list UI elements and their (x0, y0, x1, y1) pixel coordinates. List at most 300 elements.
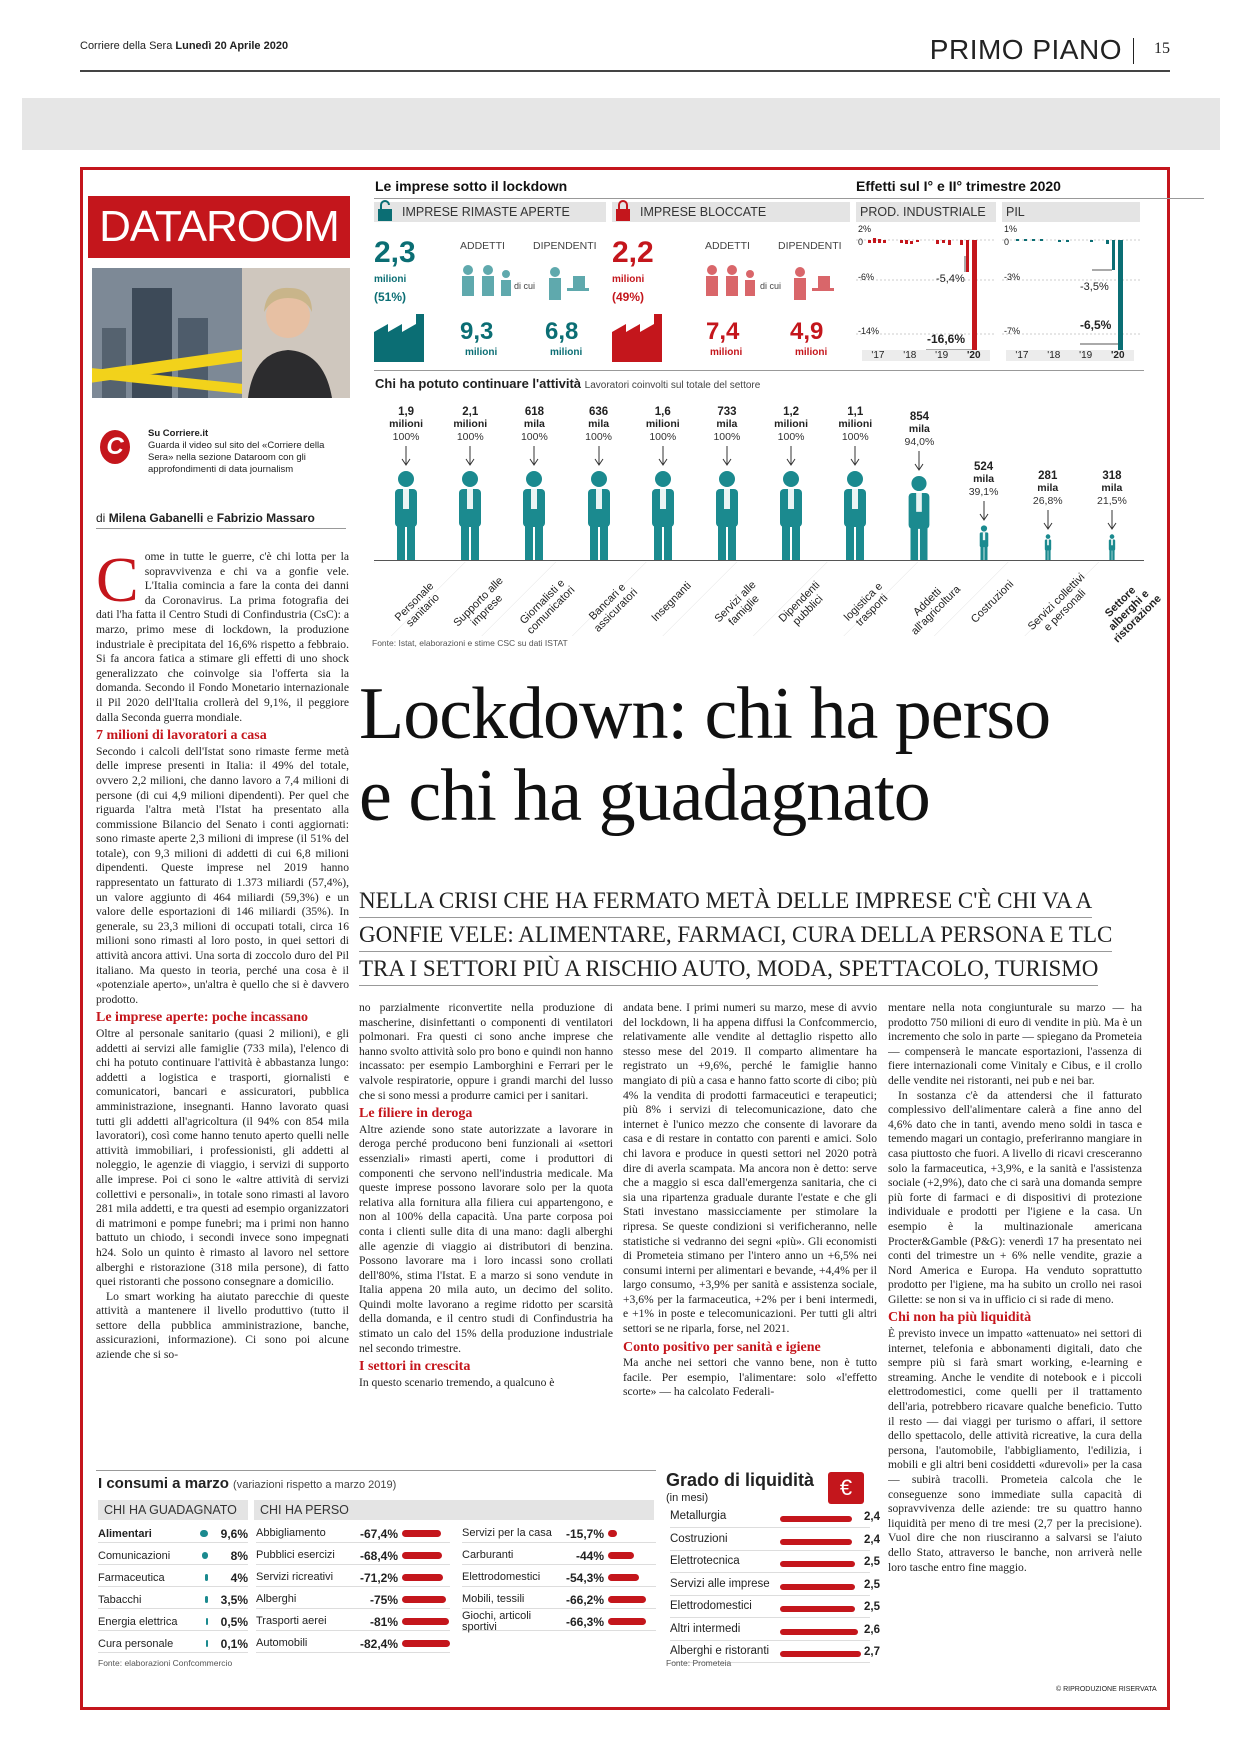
worker-value-2 (504, 406, 564, 444)
pil-tick-3: -3% (1004, 272, 1021, 282)
loss-row (462, 1569, 656, 1587)
subhead-line-2: GONFIE VELE: ALIMENTARE, FARMACI, CURA DELLA PERSONA E TLC (359, 922, 1112, 952)
worker-value-10 (1018, 470, 1078, 508)
loss-label: Trasporti aerei (256, 1615, 327, 1627)
worker-pct: 100% (649, 431, 677, 443)
subheading-1: 7 milioni di lavoratori a casa (96, 728, 267, 744)
worker-count: 854 (909, 411, 929, 423)
sector-label-8: Addetti all'agricoltura (909, 583, 964, 638)
worker-unit: mila (1037, 482, 1059, 494)
pil-year-17: '17 (1015, 350, 1029, 361)
issue-date: Lunedì 20 Aprile 2020 (175, 40, 289, 52)
liquidita-bar (780, 1539, 852, 1545)
open-dicui: di cui (514, 281, 536, 291)
worker-figure-icon (1097, 534, 1127, 560)
arrow-icon (979, 501, 989, 521)
worker-figure-icon (969, 525, 999, 560)
workers-chart-header (375, 376, 760, 391)
pil-annotation-1: -3,5% (1080, 281, 1109, 293)
loss-label: Alberghi (256, 1593, 297, 1605)
worker-pct: 21,5% (1097, 495, 1127, 507)
open-dipendenti-label: DIPENDENTI (533, 240, 597, 252)
pil-tick-2: 0 (1004, 237, 1010, 247)
liquidita-label: Metallurgia (670, 1510, 727, 1522)
liquidita-label: Elettrodomestici (670, 1600, 752, 1612)
worker-pct: 100% (841, 431, 869, 443)
pil-chart (1002, 226, 1142, 366)
paragraph-6: Altre aziende sono state autorizzate a lavorare in deroga perché producono beni funzionali ai «settori essenziali» rimasti aperti, come i produttori di componenti che servono nell'industria medicale. Ma queste imprese possono lavorare solo per la quota relativa alla fornitura alla filiera cui appartengono, e non al 100% della capacità. Una parte corposa poi conta i clienti sulle dita di una mano: dagli alberghi alle agenzie di viaggio ai distributori di benzina. Possono lavorare ma i loro incassi sono crollati dell'80%, stima l'Istat. E a marzo si sono vendute in Italia appena 20 mila auto, un decimo del solito. Quindi molte lavorano a regime ridotto per scarsità della domanda, e il centro studi di Confindustria ha stimato un calo del 15% della produzione industriale nel secondo trimestre. (359, 1122, 613, 1355)
open-value: 2,3 (374, 236, 416, 269)
arrow-icon (914, 451, 924, 471)
loss-bar (402, 1574, 443, 1581)
pil-year-19: '19 (1079, 350, 1093, 361)
arrow-icon (850, 446, 860, 466)
worker-figure-icon (776, 470, 806, 560)
worker-pct: 100% (777, 431, 805, 443)
liquidita-title: Grado di liquidità (666, 1470, 814, 1490)
worker-count: 2,1 (462, 406, 479, 418)
blocked-band (612, 202, 850, 222)
euro-icon: € (828, 1472, 864, 1504)
masthead (80, 34, 1170, 72)
worker-value-3 (569, 406, 629, 444)
author-2: Fabrizio Massaro (216, 511, 315, 525)
loss-value: -66,2% (565, 1592, 604, 1607)
article-column-2 (359, 1001, 613, 1463)
workers-chart-subtitle: Lavoratori coinvolti sul totale del settore (584, 380, 761, 391)
liquidita-bar (780, 1629, 858, 1635)
loss-bar (608, 1596, 646, 1603)
loss-value: -81% (369, 1614, 398, 1629)
worker-unit: milioni (453, 418, 488, 430)
city-photo-illustration (92, 268, 242, 398)
loss-row (256, 1613, 450, 1631)
blocked-dip-value: 4,9 (790, 318, 824, 345)
worker-count: 636 (588, 406, 609, 418)
loss-head: CHI HA PERSO (254, 1500, 654, 1520)
worker-unit: milioni (774, 418, 808, 430)
byline-prefix: di (96, 511, 106, 525)
factory-blocked-icon (612, 310, 672, 362)
prod-chart (856, 226, 996, 366)
article-column-4 (888, 1001, 1142, 1666)
paragraph-2: Secondo i calcoli dell'Istat sono rimaste ferme metà delle imprese presenti in Italia: il 49% del totale, ovvero 2,2 milioni, che danno lavoro a 7,4 milioni di persone (di cui 4,9 milioni dipendenti). Per quel che riguarda l'altra metà l'Istat ha presentato alla commissione Bilancio del Senato i conti aggiornati: sono rimaste aperte 2,3 milioni di imprese (il 51% del totale), con 9,3 milioni di addetti di cui 6,8 milioni dipendenti. Queste imprese nel 2019 hanno rappresentato un fatturato di 1.373 miliardi (57,4%), un valore aggiunto di 464 miliardi (59,3%) e un valore delle esportazioni di 146 miliardi (35%). In generale, su 23,3 milioni di occupati totali, circa 16 milioni sono rimasti al loro posto, in quei settori di attività ancora attivi. Una sorta di zoccolo duro del Pil italiano. Ma questo in teoria, perché una cosa è il «potenziale aperto», un'altra è quello che si è davvero prodotto. (96, 744, 349, 1006)
byline (96, 511, 346, 529)
worker-value-4 (633, 406, 693, 444)
prod-tick-3: -6% (858, 272, 875, 282)
liquidita-subtitle: (in mesi) (666, 1492, 709, 1504)
loss-value: -54,3% (565, 1570, 604, 1585)
liquidita-label: Altri intermedi (670, 1622, 741, 1635)
worker-count: 733 (717, 406, 737, 418)
worker-count: 524 (973, 461, 994, 473)
loss-label: Elettrodomestici (462, 1571, 541, 1583)
loss-label: Mobili, tessili (462, 1593, 525, 1605)
worker-pct: 39,1% (968, 486, 999, 498)
worker-count: 618 (524, 406, 544, 418)
gain-value: 8% (230, 1548, 248, 1563)
open-addetti-value: 9,3 (460, 318, 494, 345)
prod-year-18: '18 (903, 350, 917, 361)
consumi-title: I consumi a marzo (98, 1475, 229, 1492)
worker-pct: 94,0% (904, 436, 935, 448)
dataroom-logo: DATAROOM (88, 196, 350, 258)
sector-label-11: Settore alberghi e ristorazione (1102, 584, 1164, 646)
liquidita-bar (780, 1651, 861, 1657)
gain-row (98, 1547, 248, 1565)
pil-tick-4: -7% (1004, 326, 1021, 336)
blocked-unit: milioni (612, 274, 645, 285)
workers-blocked-icon (702, 264, 758, 310)
liquidita-value: 2,5 (864, 1556, 880, 1568)
paper-name: Corriere della Sera (80, 40, 173, 52)
subheading-5: Conto positivo per sanità e igiene (623, 1339, 821, 1355)
worker-value-0 (376, 406, 436, 444)
arrow-icon (1107, 510, 1117, 530)
loss-value: -15,7% (565, 1526, 604, 1541)
page-number: 15 (1154, 40, 1170, 57)
gain-head: CHI HA GUADAGNATO (98, 1500, 248, 1520)
worker-unit: milioni (645, 418, 680, 430)
loss-bar (608, 1618, 646, 1625)
sector-label-5: Servizi alle famiglie (712, 578, 762, 629)
corriere-promo-text: Guarda il video sul sito del «Corriere della Sera» nella sezione Dataroom con gli approfondimenti di data journalism (148, 440, 325, 475)
workers-open-icon (458, 264, 514, 310)
liquidita-value: 2,4 (864, 1533, 880, 1546)
open-dip-value: 6,8 (545, 318, 579, 345)
worker-unit: mila (588, 418, 610, 430)
loss-value: -75% (369, 1592, 398, 1607)
loss-bar (402, 1618, 449, 1625)
arrow-icon (722, 446, 732, 466)
prod-year-20: '20 (967, 350, 981, 361)
prod-chart-svg (856, 226, 996, 366)
corriere-icon[interactable]: C (100, 430, 130, 464)
loss-label: Automobili (256, 1637, 308, 1649)
liquidita-row (670, 1600, 880, 1618)
prod-years (862, 350, 990, 361)
open-band (374, 202, 606, 222)
liquidita-bar (780, 1606, 855, 1612)
paragraph-11: In sostanza c'è da attendersi che il fatturato complessivo dell'alimentare calerà a fine anno del 4,6% dato che in tanti, avendo meno soldi in tasca e temendo magari un contagio, preferiranno mangiare in casa piuttosto che fuori. A livello di ricavi cresceranno solo la farmaceutica, +3,9%, e la sanità e l'assistenza sociale (+2,9%), dato che ci sarà una domanda sempre più forte di farmaci e di dispositivi di protezione individuale e prodotti per l'igiene e la casa. Un esempio è la multinazionale americana Procter&Gamble (P&G): venerdì 17 ha presentato nei conti del trimestre un + 6% nelle vendite, grazie a Nord America e Europa. Ha venduto soprattutto prodotto per l'igiene, ma ha subito un crollo nei rasoi Gilette: se non si va in ufficio ci si rade di meno. (888, 1088, 1142, 1306)
arrow-icon (786, 446, 796, 466)
blocked-dicui: di cui (760, 281, 782, 291)
sector-label-3: Bancari e assicuratori (586, 581, 640, 635)
sector-label-10: Servizi collettivi e personali (1025, 571, 1089, 634)
prod-tick-2: 0 (858, 237, 864, 247)
paragraph-10: mentare nella nota congiunturale su marzo — ha prodotto 750 milioni di euro di vendite in più. Ma è un incremento che solo in parte — spiegano da Prometeia — compenserà le mancate esportazioni, l'assenza di fiere internazionali come Vinitaly e Cibus, e il crollo delle vendite nei ristoranti, nei pub e nei bar. (888, 1001, 1142, 1087)
liquidita-row (670, 1577, 880, 1596)
copyright: © RIPRODUZIONE RISERVATA (1056, 1686, 1157, 1693)
liquidita-value: 2,5 (864, 1578, 880, 1591)
loss-row (256, 1591, 450, 1609)
blocked-value: 2,2 (612, 236, 654, 269)
liquidita-value: 2,4 (864, 1511, 880, 1523)
section-name: PRIMO PIANO (929, 34, 1122, 65)
prod-tick-4: -14% (858, 326, 880, 336)
paragraph-3: Oltre al personale sanitario (quasi 2 milioni), e gli addetti ai servizi alle famiglie (733 mila), l'elenco di chi ha potuto continuare l'attività è abbastanza lungo: addetti a logistica e trasporti, giornalisti e comunicatori, bancari e assicuratori, pubblica amministrazione, insegnanti. Hanno lavorato quasi tutti gli addetti all'agricoltura (il 94% con 854 mila lavoratori), così come hanno tenuto aperto quelli nelle attività immobiliari, i professionisti, gli addetti al noleggio, le agenzie di viaggio, i servizi di supporto alle imprese. Poi ci sono le «altre attività di servizi collettivi e personali», in totale sono rimasti al lavoro 281 mila addetti, e tra questi ad esempio organizzatori di matrimoni e pompe funebri; ma i primi non hanno battuto un chiodo, i secondi invece sono impegnati h24. Solo un quinto è rimasto al lavoro nel settore alberghi e ristorazione (318 mila persone), di fatto quei ristoranti che possono consegnare a domicilio. (96, 1027, 349, 1289)
consumi-rule (96, 1470, 656, 1471)
prod-tick-1: 2% (858, 224, 872, 234)
city-photo (92, 268, 242, 398)
worker-pct: 100% (585, 431, 612, 443)
liquidita-source: Fonte: Prometeia (666, 1658, 732, 1668)
loss-value: -71,2% (359, 1570, 398, 1585)
subheading-3: Le filiere in deroga (359, 1106, 473, 1122)
worker-value-7 (825, 406, 885, 444)
sector-label-1: Supporto alle imprese (451, 574, 506, 630)
liquidita-label: Elettrotecnica (670, 1555, 740, 1567)
worker-unit: milioni (389, 418, 423, 430)
paragraph-7: In questo scenario tremendo, a qualcuno è (359, 1375, 555, 1389)
article-column-3 (623, 1001, 877, 1463)
loss-label: Carburanti (462, 1549, 514, 1561)
ad-banner (22, 98, 1220, 150)
loss-bar (402, 1596, 446, 1603)
prod-annotation-1: -5,4% (936, 273, 965, 285)
worker-unit: mila (908, 423, 930, 435)
headline-line-2: e chi ha guadagnato (359, 755, 930, 837)
open-addetti-label: ADDETTI (460, 240, 505, 252)
lock-closed-icon (614, 200, 632, 222)
infographic-rule (374, 198, 1204, 199)
loss-row (462, 1591, 656, 1609)
liquidita-bar (780, 1516, 852, 1522)
worker-pct: 100% (713, 431, 741, 443)
factory-open-icon (374, 310, 434, 362)
worker-unit: mila (523, 418, 545, 430)
gain-row (98, 1525, 248, 1543)
worker-figure-icon (519, 470, 549, 560)
loss-label: Servizi per la casa (462, 1527, 552, 1539)
paragraph-5: no parzialmente riconvertite nella produzione di mascherine, disinfettanti o componenti di ventilatori polmonari. Fra questi ci sono anche imprese che hanno svolto attività solo pro bono e quindi non hanno incassato: per esempio Lamborghini e Ferrari per le valvole respiratorie, oppure i grandi marchi del lusso che si sono messi a produrre camici per i sanitari. (359, 1001, 613, 1102)
subheading-2: Le imprese aperte: poche incassano (96, 1010, 309, 1026)
loss-bar (402, 1552, 442, 1559)
sector-label-4: Insegnanti (649, 579, 694, 625)
loss-row (256, 1525, 450, 1543)
worker-figure-icon (1033, 534, 1063, 560)
worker-value-8 (889, 411, 949, 449)
gain-value: 0,1% (220, 1636, 248, 1651)
gain-row (98, 1591, 248, 1609)
prod-annotation-2: -16,6% (927, 332, 966, 346)
subhead-line-3: TRA I SETTORI PIÙ A RISCHIO AUTO, MODA, SPETTACOLO, TURISMO (359, 956, 1098, 986)
worker-count: 1,1 (847, 406, 864, 418)
arrow-icon (465, 446, 475, 466)
worker-unit: mila (716, 418, 738, 430)
worker-value-1 (440, 406, 500, 444)
masthead-info (80, 40, 288, 52)
arrow-icon (401, 446, 411, 466)
prod-year-17: '17 (871, 350, 885, 361)
loss-row (462, 1609, 656, 1633)
arrow-icon (529, 446, 539, 466)
author-photo-illustration (240, 268, 350, 398)
blocked-dip-unit: milioni (795, 347, 828, 358)
worker-figure-icon (712, 470, 742, 560)
open-dip-unit: milioni (550, 347, 583, 358)
pil-year-20: '20 (1111, 350, 1125, 361)
article-column-1 (96, 550, 349, 1465)
employee-blocked-icon (790, 266, 836, 310)
worker-count: 281 (1038, 470, 1058, 482)
gain-dot (200, 1530, 208, 1537)
blocked-dipendenti-label: DIPENDENTI (778, 240, 842, 252)
worker-pct: 100% (392, 431, 420, 443)
loss-bar (608, 1552, 634, 1559)
worker-figure-icon (391, 470, 421, 560)
masthead-divider (1133, 38, 1134, 64)
headline-line-1: Lockdown: chi ha perso (359, 673, 1051, 755)
gain-label: Alimentari (98, 1527, 152, 1540)
liquidita-row (670, 1555, 880, 1573)
sector-label-2: Giornalisti e comunicatori (518, 577, 578, 637)
byline-and: e (206, 511, 214, 525)
liquidita-label: Servizi alle imprese (670, 1577, 770, 1590)
blocked-addetti-value: 7,4 (706, 318, 740, 345)
loss-value: -67,4% (359, 1526, 398, 1541)
liquidita-bar (780, 1584, 855, 1590)
gain-value: 3,5% (220, 1592, 248, 1607)
workers-source: Fonte: Istat, elaborazioni e stime CSC su dati ISTAT (372, 638, 568, 648)
gain-value: 0,5% (220, 1614, 248, 1629)
loss-label: Pubblici esercizi (256, 1549, 335, 1561)
worker-unit: mila (973, 473, 995, 485)
loss-bar (608, 1574, 639, 1581)
worker-unit: mila (1101, 482, 1123, 494)
liquidita-row (670, 1510, 880, 1528)
worker-value-6 (761, 406, 821, 444)
open-pct: (51%) (374, 290, 407, 304)
worker-count: 1,9 (398, 406, 415, 418)
gain-label: Farmaceutica (98, 1571, 165, 1584)
sector-label-9: Costruzioni (968, 578, 1016, 626)
headline (359, 673, 1050, 837)
lock-open-icon (376, 200, 394, 222)
loss-value: -82,4% (359, 1636, 398, 1651)
author-photo (240, 268, 350, 398)
pil-annotation-2: -6,5% (1080, 318, 1112, 332)
open-label: IMPRESE RIMASTE APERTE (402, 205, 570, 219)
worker-value-9 (954, 461, 1014, 499)
arrow-icon (658, 446, 668, 466)
consumi-header (98, 1475, 396, 1492)
prod-band: PROD. INDUSTRIALE (856, 202, 996, 222)
prod-year-19: '19 (935, 350, 949, 361)
loss-row (256, 1635, 450, 1653)
loss-value: -44% (575, 1548, 604, 1563)
arrow-icon (594, 446, 604, 466)
loss-label: Abbigliamento (256, 1527, 326, 1539)
liquidita-value: 2,5 (864, 1601, 880, 1613)
author-1: Milena Gabanelli (108, 511, 204, 525)
loss-value: -68,4% (359, 1548, 398, 1563)
paragraph-4: Lo smart working ha aiutato parecchie di queste attività a mantenere il livello produttivo (tutto il settore della pubblica amministrazione, banche, assicurazioni, informazione). Ci sono poi alcune aziende che si so- (96, 1289, 349, 1362)
gain-row (98, 1613, 248, 1631)
loss-bar (402, 1530, 441, 1537)
gain-label: Cura personale (98, 1637, 174, 1650)
arrow-icon (1043, 510, 1053, 530)
worker-unit: milioni (838, 418, 873, 430)
gain-label: Comunicazioni (98, 1549, 171, 1562)
loss-row (256, 1569, 450, 1587)
pil-chart-svg (1002, 226, 1142, 366)
pil-band: PIL (1002, 202, 1140, 222)
worker-figure-icon (840, 470, 870, 560)
section-rule (374, 370, 1144, 371)
worker-pct: 26,8% (1032, 495, 1063, 507)
gain-label: Energia elettrica (98, 1615, 178, 1628)
employee-open-icon (545, 266, 591, 310)
sector-label-6: Dipendenti pubblici (776, 579, 826, 628)
loss-bar (608, 1530, 617, 1537)
paragraph-12: È previsto invece un impatto «attenuato» nei settori di internet, telefonia e abbonamenti digitali, dato che sempre più si farà smart working, e-learning e streaming. Anche le vendite di notebook e i piccoli elettrodomestici, come quelli per il trattamento dell'aria, potrebbero ricavare qualche beneficio. Tutto il resto — dai viaggi per turismo o affari, il settore dello spettacolo, delle attività ricreative, la cura della persona, l'automobile, l'abbigliamento, l'edilizia, i mobili e gli altri beni cosiddetti «durevoli» per la casa — subirà tracolli. Prometeia calcola che le conseguenze sono immediate sulla capacità di sopravvivenza delle aziende: tre su quattro hanno liquidità per meno di tre mesi (2,7 per la precisione). Vuol dire che non riusciranno a salvarsi se l'aiuto dello Stato, attraverso le banche, non arriverà nelle loro tasche entro fine maggio. (888, 1327, 1142, 1574)
paragraph-8: andata bene. I primi numeri su marzo, mese di avvio del lockdown, li ha appena diffusi la Confcommercio, relativamente alle vendite al dettaglio rispetto allo stesso mese del 2019. Il comparto alimentare ha registrato un +9,6%, perché le famiglie hanno mangiato di più a casa e hanno fatto scorte di cibo; più 4% la vendita di prodotti farmaceutici e terapeutici; più 8% i servizi di telecomunicazione, dato che internet è l'unico mezzo che consente di lavorare da casa e di restare in contatto con parenti e amici. Solo chi lavora e produce in questi settori nel 2020 potrà dire di averla scampata. Ma ancora non è detto: serve che a maggio si esca dall'emergenza sanitaria, che ci sia una ripartenza graduale durante l'estate e che gli Stati investano massicciamente per stimolare la ripresa. Se queste condizioni si verificheranno, nelle statistiche si vedranno dei segni «più». Gli economisti di Prometeia stimano per l'intero anno un +6,5% nei consumi interni per alimentari e bevande, +4,4% per il largo consumo, +3,9% per sanità e assistenza sociale, +3,6% per la farmaceutica, +2% per i beni intermedi, e +1% in poste e telecomunicazioni. Per tutti gli altri settori se ne riparla, forse, nel 2021. (623, 1001, 877, 1336)
subheading-4: I settori in crescita (359, 1359, 471, 1375)
liquidita-label: Costruzioni (670, 1532, 728, 1545)
worker-figure-icon (648, 470, 678, 560)
gain-row (98, 1635, 248, 1653)
drop-cap: C (96, 550, 139, 615)
pil-year-18: '18 (1047, 350, 1061, 361)
corriere-promo[interactable] (148, 428, 348, 476)
liquidita-value: 2,7 (864, 1646, 880, 1658)
workers-baseline (374, 560, 1144, 561)
loss-value: -66,3% (565, 1614, 604, 1629)
liquidita-label: Alberghi e ristoranti (670, 1645, 770, 1657)
worker-value-11 (1082, 470, 1142, 508)
blocked-addetti-unit: milioni (710, 347, 743, 358)
liquidita-bar (780, 1561, 855, 1567)
workers-chart-title: Chi ha potuto continuare l'attività (375, 376, 582, 391)
worker-figure-icon (904, 475, 934, 560)
sector-label-0: Personale sanitario (392, 580, 443, 630)
corriere-promo-title: Su Corriere.it (148, 428, 209, 439)
loss-bar (402, 1640, 450, 1647)
subhead-line-1: NELLA CRISI CHE HA FERMATO METÀ DELLE IMPRESE C'È CHI VA A (359, 888, 1092, 918)
pil-years (1006, 350, 1134, 361)
loss-row (256, 1547, 450, 1565)
blocked-pct: (49%) (612, 290, 645, 304)
worker-pct: 100% (456, 431, 484, 443)
sector-label-7: logistica e trasporti (842, 580, 891, 629)
gain-label: Tabacchi (98, 1593, 142, 1606)
paragraph-1: ome in tutte le guerre, c'è chi lotta per la sopravvivenza e chi va a gonfie vele. L'Italia comincia a fare la conta dei danni da Coronavirus. La prima fotografia dei dati l'ha fatta il Centro Studi di Confindustria (CsC): a marzo, primo mese di lockdown, la produzione industriale è precipitata del 16,6% rispetto a febbraio. Si fa ancora fatica a stimare gli effetti di uno shock generalizzato che coinvolge sia l'offerta sia la domanda. Secondo il Fondo Monetario internazionale il Pil 2020 dell'Italia crollerà del 9,1%, il peggiore dalla Seconda guerra mondiale. (96, 550, 349, 724)
liquidita-value: 2,6 (864, 1623, 880, 1636)
liquidita-row (670, 1622, 880, 1641)
loss-label: Giochi, articoli sportivi (462, 1609, 532, 1633)
worker-count: 1,2 (783, 406, 800, 418)
worker-count: 1,6 (654, 406, 671, 418)
loss-row (462, 1547, 656, 1565)
open-unit: milioni (374, 274, 407, 285)
consumi-subtitle: (variazioni rispetto a marzo 2019) (233, 1479, 397, 1491)
gain-value: 9,6% (220, 1526, 248, 1541)
lockdown-title: Le imprese sotto il lockdown (375, 178, 568, 194)
worker-figure-icon (584, 470, 614, 560)
paragraph-9: Ma anche nei settori che vanno bene, non è tutto facile. Per esempio, l'alimentare: solo «l'effetto scorte» — ha calcolato Federali- (623, 1356, 877, 1399)
effects-title: Effetti sul I° e II° trimestre 2020 (856, 178, 1061, 194)
worker-figure-icon (455, 470, 485, 560)
subheading-6: Chi non ha più liquidità (888, 1310, 1032, 1326)
gain-row (98, 1569, 248, 1587)
gain-value: 4% (230, 1570, 248, 1585)
open-addetti-unit: milioni (465, 347, 498, 358)
blocked-label: IMPRESE BLOCCATE (640, 205, 767, 219)
liquidita-row (670, 1532, 880, 1551)
blocked-addetti-label: ADDETTI (705, 240, 750, 252)
pil-tick-1: 1% (1004, 224, 1018, 234)
